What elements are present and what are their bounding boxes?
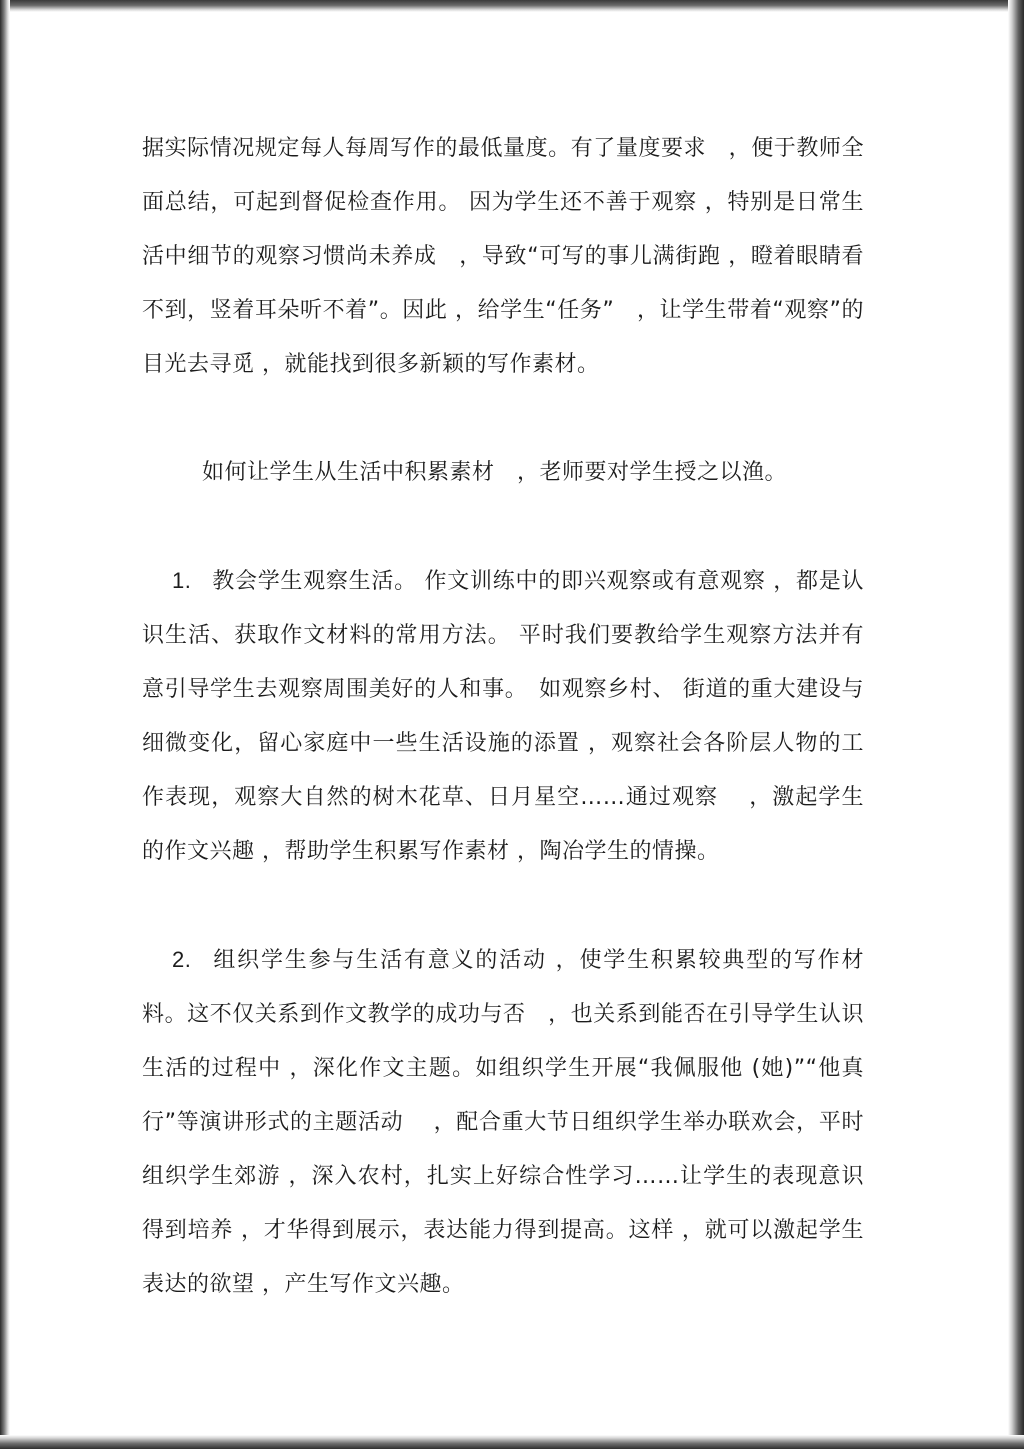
list-item-number: 2. — [172, 947, 192, 972]
scan-edge-left — [0, 0, 10, 1449]
paragraph-gap — [142, 879, 864, 933]
list-item-text: 组织学生参与生活有意义的活动 ，使学生积累较典型的写作材料。这不仅关系到作文教学的成功与否 ，也关系到能否在引导学生认识生活的过程中 ，深化作文主题。如组织学生开展“我佩服他 (她)”“他真行”等演讲形式的主题活动 ，配合重大节日组织学生举办联欢会，平时组织学生郊游 ，深入农村，扎实上好综合性学习……让学生的表现意识得到培养 ，才华得到展示，表达能力得到提高。这样 ，就可以激起学生表达的欲望 ，产生写作文兴趣。 — [142, 948, 864, 1297]
document-body — [142, 122, 864, 1312]
paragraph-teach-method: 如何让学生从生活中积累素材 ，老师要对学生授之以渔。 — [202, 460, 788, 485]
paragraph-gap — [142, 500, 864, 554]
paragraph-gap — [142, 392, 864, 446]
list-item-observe-life — [142, 554, 864, 879]
paragraph-observation-task: 据实际情况规定每人每周写作的最低量度。有了量度要求 ，便于教师全面总结，可起到督促检查作用。 因为学生还不善于观察 ，特别是日常生活中细节的观察习惯尚未养成 ，导致“可写的事儿满街跑 ，瞪着眼睛看不到，竖着耳朵听不着”。因此 ，给学生“任务” ，让学生带着“观察”的目光去寻觅 ，就能找到很多新颖的写作素材。 — [142, 136, 864, 377]
scan-edge-bottom — [0, 1435, 1024, 1449]
scan-edge-top — [0, 0, 1024, 12]
list-item-text: 教会学生观察生活。 作文训练中的即兴观察或有意观察 ，都是认识生活、获取作文材料的常用方法。 平时我们要教给学生观察方法并有意引导学生去观察周围美好的人和事。 如观察乡村、 街道的重大建设与细微变化，留心家庭中一些生活设施的添置 ，观察社会各阶层人物的工作表现，观察大自然的树木花草、日月星空……通过观察 ，激起学生的作文兴趣 ，帮助学生积累写作素材 ，陶冶学生的情操。 — [142, 569, 864, 864]
scan-edge-right — [1008, 0, 1024, 1449]
list-item-organize-activities — [142, 933, 864, 1312]
list-item-number: 1. — [172, 568, 192, 593]
